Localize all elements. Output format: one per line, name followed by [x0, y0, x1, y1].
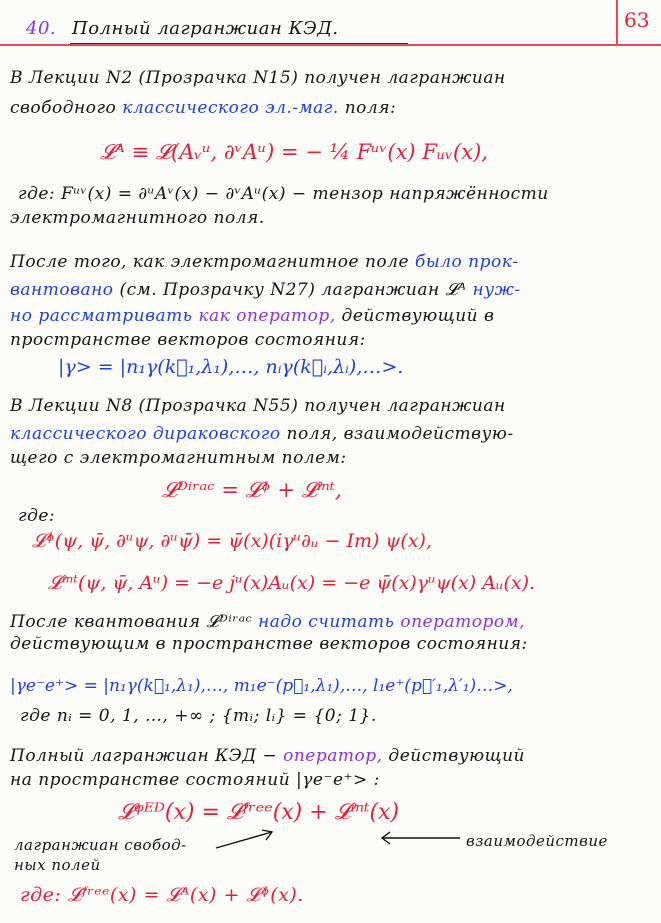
- section-number: 40.: [26, 18, 57, 39]
- highlighted-term: оператор,: [283, 746, 383, 766]
- text-fragment: свободного: [10, 98, 117, 118]
- page-number-rule: [616, 0, 618, 44]
- text-line: [10, 746, 525, 766]
- highlighted-term: нуж-: [472, 280, 521, 300]
- arrow-free-head: [262, 830, 272, 840]
- text-fragment: После того, как электромагнитное поле: [10, 252, 410, 272]
- text-line: [10, 252, 519, 272]
- annotation-free-fields-cont: ных полей: [14, 856, 101, 874]
- text-fragment: поля:: [344, 98, 397, 118]
- highlighted-term: но рассматривать: [10, 306, 193, 326]
- equation-lagrangian-A: 𝓛ᴬ ≡ 𝓛(Aᵥᵘ, ∂ᵛAᵘ) = − ¼ Fᵘᵛ(x) Fᵤᵥ(x),: [100, 140, 488, 164]
- text-line: пространстве векторов состояния:: [10, 330, 366, 350]
- highlighted-term: классического дираковского: [10, 424, 281, 444]
- highlighted-term: надо считать: [258, 612, 395, 632]
- highlighted-term: классического эл.-маг.: [122, 98, 339, 118]
- page-number: 63: [624, 8, 650, 32]
- text-line: [10, 612, 525, 632]
- equation-dirac-lagrangian: 𝓛ᴰⁱʳᵃᶜ = 𝓛ᶲ + 𝓛ⁱⁿᵗ,: [162, 478, 342, 502]
- text-line: [10, 306, 494, 326]
- annotation-interaction: взаимодействие: [466, 832, 608, 850]
- text-line: В Лекции N8 (Прозрачка N55) получен лагранжиан: [10, 396, 506, 416]
- text-line: на пространстве состояний |γe⁻e⁺> :: [10, 770, 380, 790]
- text-fragment: поля, взаимодействую-: [286, 424, 514, 444]
- equation-qed-lagrangian: 𝓛ᵠᴱᴰ(x) = 𝓛ᶠʳᵉᵉ(x) + 𝓛ⁱⁿᵗ(x): [118, 800, 400, 825]
- section-title: Полный лагранжиан КЭД.: [72, 18, 339, 39]
- text-line: [10, 424, 514, 444]
- annotation-free-fields: лагранжиан свобод-: [14, 836, 187, 854]
- text-line: электромагнитного поля.: [10, 208, 265, 228]
- text-line: [10, 98, 396, 118]
- equation-full-state: |γe⁻e⁺> = |n₁γ(k⃗₁,λ₁),…, m₁e⁻(p⃗₁,λ₁),…, l₁e⁺(p⃗′₁,λ′₁)…>,: [10, 676, 513, 696]
- highlighted-term: как оператор,: [198, 306, 336, 326]
- text-fragment: действующий в: [341, 306, 495, 326]
- equation-interaction: 𝓛ⁱⁿᵗ(ψ, ψ̄, Aᵘ) = −e jᵘ(x)Aᵤ(x) = −e ψ̄(x)γᵘψ(x) Aᵤ(x).: [48, 572, 536, 594]
- title-underline: [70, 43, 408, 44]
- text-line: где: Fᵘᵛ(x) = ∂ᵘAᵛ(x) − ∂ᵛAᵘ(x) − тензор напряжённости: [18, 184, 549, 204]
- text-line: действующим в пространстве векторов состояния:: [10, 634, 528, 654]
- arrow-free-line: [216, 832, 272, 848]
- text-fragment: действующий: [388, 746, 525, 766]
- text-line: где:: [18, 506, 56, 526]
- equation-photon-state: |γ> = |n₁γ(k⃗₁,λ₁),…, nᵢγ(k⃗ᵢ,λᵢ),…>.: [58, 356, 404, 378]
- text-line: [10, 280, 521, 300]
- text-fragment: (см. Прозрачку N27) лагранжиан 𝓛ᴬ: [119, 280, 467, 300]
- equation-free-dirac: 𝓛ᶲ(ψ, ψ̄, ∂ᵘψ, ∂ᵘψ̄) = ψ̄(x)(iγᵘ∂ᵤ − Im) ψ(x),: [32, 530, 432, 552]
- arrow-int-head: [382, 832, 390, 844]
- text-fragment: После квантования 𝓛ᴰⁱʳᵃᶜ: [10, 612, 253, 632]
- highlighted-term: было прок-: [414, 252, 519, 272]
- text-line: В Лекции N2 (Прозрачка N15) получен лагранжиан: [10, 68, 506, 88]
- text-line: [20, 884, 304, 906]
- text-fragment: Полный лагранжиан КЭД −: [10, 746, 278, 766]
- top-margin-rule: [0, 44, 661, 46]
- highlighted-term: оператором,: [400, 612, 526, 632]
- text-line: где nᵢ = 0, 1, …, +∞ ; {mᵢ; lᵢ} = {0; 1}.: [20, 706, 377, 726]
- text-line: щего с электромагнитным полем:: [10, 448, 347, 468]
- equation-free-sum: где: 𝓛ᶠʳᵉᵉ(x) = 𝓛ᴬ(x) + 𝓛ᶲ(x).: [20, 884, 304, 906]
- highlighted-term: вантовано: [10, 280, 114, 300]
